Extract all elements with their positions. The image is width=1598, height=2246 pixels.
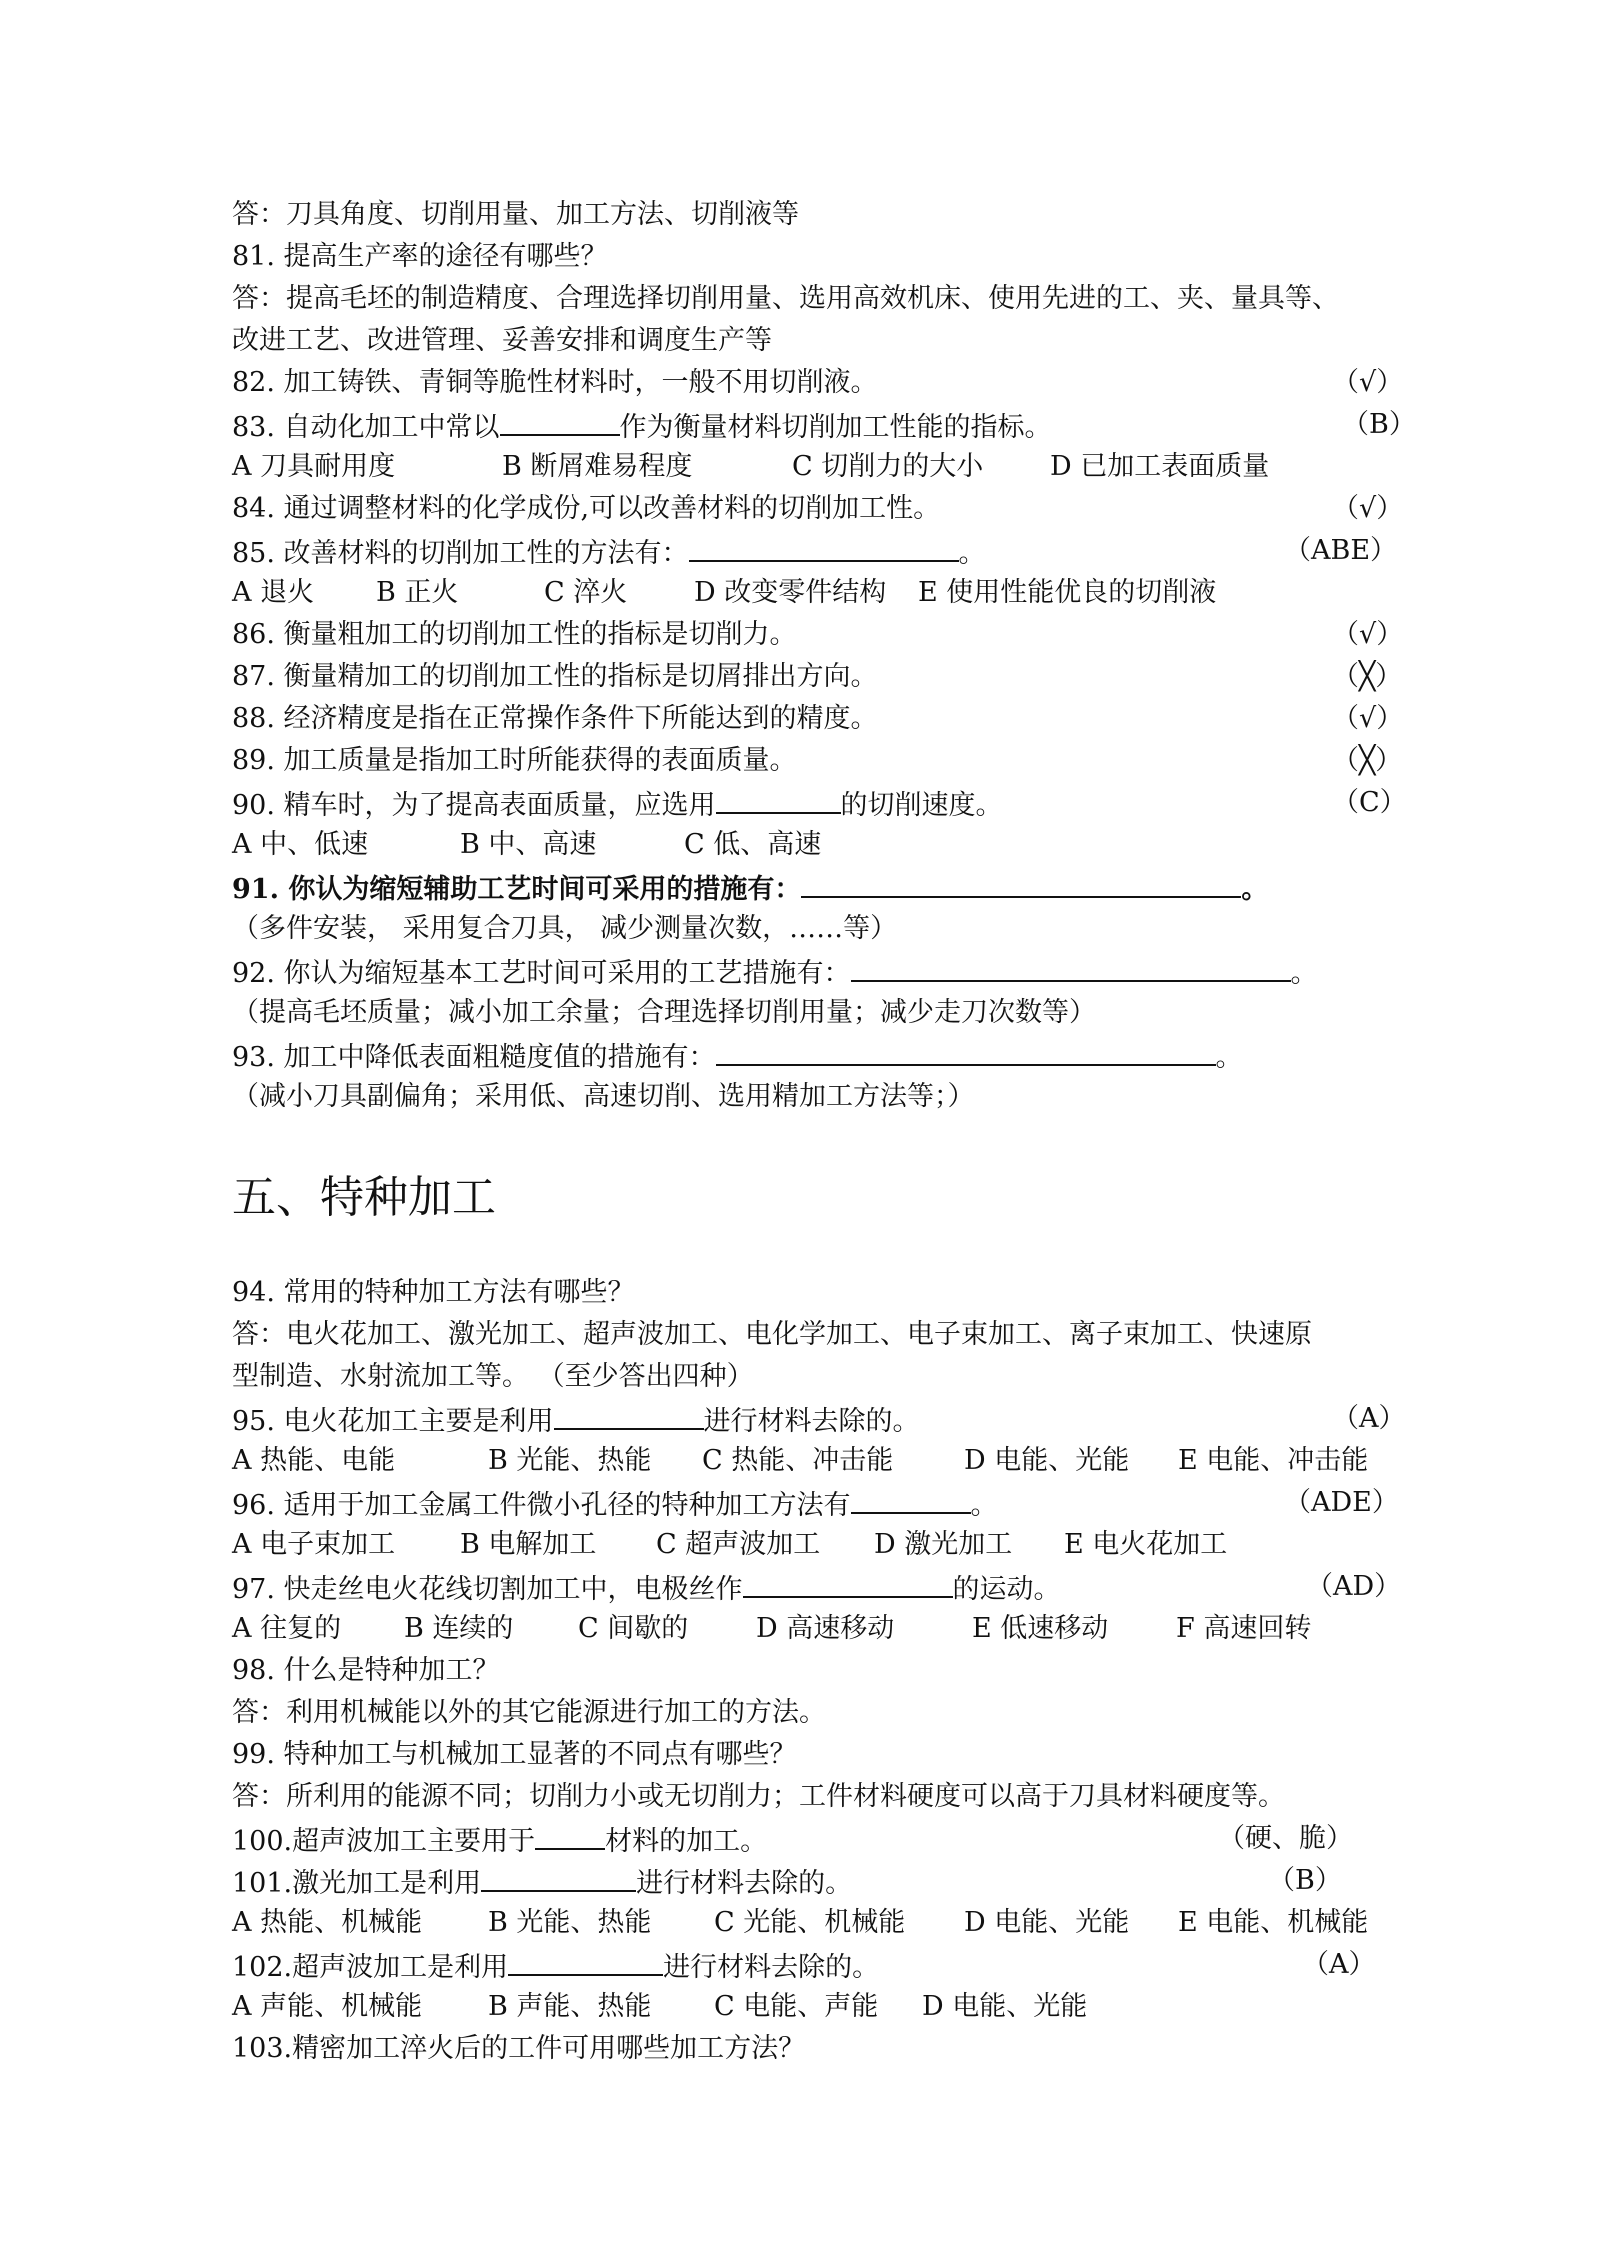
question-text: 的运动。 (952, 1574, 1061, 1605)
answer-mark: （B） (1268, 1865, 1342, 1896)
question-text: 的切削速度。 (840, 790, 1003, 821)
question-102 (232, 1944, 1382, 1986)
options-101 (232, 1902, 1382, 1944)
question-text: 82. 加工铸铁、青铜等脆性材料时，一般不用切削液。 (232, 367, 878, 398)
fill-blank (716, 782, 841, 814)
option-b: B 中、高速 (460, 829, 597, 860)
options-97 (232, 1608, 1382, 1650)
question-text: 84. 通过调整材料的化学成份,可以改善材料的切削加工性。 (232, 493, 941, 524)
question-text: 97. 快走丝电火花线切割加工中，电极丝作 (232, 1574, 743, 1605)
answer-81-line1: 答：提高毛坯的制造精度、合理选择切削用量、选用高效机床、使用先进的工、夹、量具等、 (232, 283, 1339, 314)
question-100 (232, 1818, 1382, 1860)
answer-91: （多件安装， 采用复合刀具， 减少测量次数，……等） (232, 913, 898, 944)
option-a: A 往复的 (232, 1613, 342, 1644)
question-text: 93. 加工中降低表面粗糙度值的措施有： (232, 1042, 716, 1073)
question-83 (232, 404, 1416, 446)
question-text: 101.激光加工是利用 (232, 1868, 482, 1899)
question-text: 92. 你认为缩短基本工艺时间可采用的工艺措施有： (232, 958, 851, 989)
answer-mark: （AD） (1306, 1571, 1402, 1602)
option-d: D 改变零件结构 (694, 577, 887, 608)
option-a: A 刀具耐用度 (232, 451, 396, 482)
option-b: B 电解加工 (460, 1529, 597, 1560)
question-text: 95. 电火花加工主要是利用 (232, 1406, 554, 1437)
option-e: E 使用性能优良的切削液 (918, 577, 1217, 608)
answer-94-line1: 答：电火花加工、激光加工、超声波加工、电化学加工、电子束加工、离子束加工、快速原 (232, 1319, 1312, 1350)
option-c: C 电能、声能 (714, 1991, 879, 2022)
option-c: C 光能、机械能 (714, 1907, 906, 1938)
answer-mark: （√） (1332, 367, 1404, 398)
fill-blank (535, 1818, 605, 1850)
section-heading: 五、特种加工 (232, 1172, 496, 1223)
option-b: B 断屑难易程度 (502, 451, 693, 482)
question-text: 85. 改善材料的切削加工性的方法有： (232, 538, 689, 569)
option-e: E 电能、冲击能 (1178, 1445, 1369, 1476)
question-96 (232, 1482, 1399, 1524)
option-b: B 光能、热能 (488, 1445, 652, 1476)
answer-mark: （C） (1332, 787, 1407, 818)
question-103: 103.精密加工淬火后的工件可用哪些加工方法？ (232, 2033, 806, 2064)
question-text: 。 (1215, 1042, 1243, 1073)
answer-94-line2: 型制造、水射流加工等。 （至少答出四种） (232, 1361, 754, 1392)
answer-98: 答：利用机械能以外的其它能源进行加工的方法。 (232, 1697, 826, 1728)
question-text: 87. 衡量精加工的切削加工性的指标是切屑排出方向。 (232, 661, 878, 692)
answer-mark: （ADE） (1284, 1487, 1399, 1518)
question-89 (232, 740, 1403, 782)
option-a: A 退火 (232, 577, 315, 608)
option-a: A 热能、机械能 (232, 1907, 423, 1938)
answer-80: 答：刀具角度、切削用量、加工方法、切削液等 (232, 199, 799, 230)
question-98: 98. 什么是特种加工？ (232, 1655, 500, 1686)
options-95 (232, 1440, 1382, 1482)
answer-mark: （√） (1332, 703, 1404, 734)
answer-mark: （A） (1302, 1949, 1376, 1980)
answer-mark: （硬、脆） (1218, 1823, 1353, 1854)
question-text: 。 (958, 538, 986, 569)
question-82 (232, 362, 1404, 404)
options-90 (232, 824, 1382, 866)
answer-93: （减小刀具副偏角；采用低、高速切削、选用精加工方法等；） (232, 1081, 975, 1112)
option-e: E 电火花加工 (1064, 1529, 1228, 1560)
option-d: D 激光加工 (874, 1529, 1013, 1560)
question-85 (232, 530, 1398, 572)
answer-81-line2: 改进工艺、改进管理、妥善安排和调度生产等 (232, 325, 772, 356)
answer-mark: （√） (1332, 619, 1404, 650)
question-text: 作为衡量材料切削加工性能的指标。 (619, 412, 1052, 443)
answer-mark: （B） (1342, 409, 1416, 440)
answer-99: 答：所利用的能源不同；切削力小或无切削力；工件材料硬度可以高于刀具材料硬度等。 (232, 1781, 1285, 1812)
option-f: F 高速回转 (1176, 1613, 1312, 1644)
question-text: 83. 自动化加工中常以 (232, 412, 500, 443)
option-a: A 声能、机械能 (232, 1991, 423, 2022)
option-d: D 电能、光能 (964, 1445, 1130, 1476)
question-91 (232, 866, 1382, 908)
fill-blank (554, 1398, 704, 1430)
option-a: A 电子束加工 (232, 1529, 396, 1560)
answer-mark: （╳） (1332, 661, 1403, 692)
question-92 (232, 950, 1382, 992)
option-b: B 声能、热能 (488, 1991, 652, 2022)
options-85 (232, 572, 1382, 614)
option-c: C 低、高速 (684, 829, 822, 860)
option-e: E 低速移动 (972, 1613, 1109, 1644)
options-83 (232, 446, 1382, 488)
options-102 (232, 1986, 1382, 2028)
question-text: 。 (1290, 958, 1318, 989)
question-text: 88. 经济精度是指在正常操作条件下所能达到的精度。 (232, 703, 878, 734)
question-81: 81. 提高生产率的途径有哪些？ (232, 241, 608, 272)
option-a: A 中、低速 (232, 829, 369, 860)
option-b: B 正火 (376, 577, 459, 608)
question-text: 86. 衡量粗加工的切削加工性的指标是切削力。 (232, 619, 797, 650)
question-text: 材料的加工。 (605, 1826, 768, 1857)
question-text: 进行材料去除的。 (636, 1868, 853, 1899)
question-101 (232, 1860, 1382, 1902)
option-d: D 电能、光能 (922, 1991, 1088, 2022)
question-text: 100.超声波加工主要用于 (232, 1826, 536, 1857)
answer-mark: （ABE） (1284, 535, 1398, 566)
option-b: B 连续的 (404, 1613, 514, 1644)
question-text: 。 (970, 1490, 998, 1521)
question-text: 90. 精车时，为了提高表面质量，应选用 (232, 790, 716, 821)
option-b: B 光能、热能 (488, 1907, 652, 1938)
options-96 (232, 1524, 1382, 1566)
fill-blank (481, 1860, 636, 1892)
question-94: 94. 常用的特种加工方法有哪些？ (232, 1277, 635, 1308)
question-95 (232, 1398, 1406, 1440)
option-c: C 间歇的 (578, 1613, 689, 1644)
answer-92: （提高毛坯质量；减小加工余量；合理选择切削用量；减少走刀次数等） (232, 997, 1096, 1028)
question-97 (232, 1566, 1402, 1608)
fill-blank (508, 1944, 663, 1976)
question-86 (232, 614, 1404, 656)
question-text: 102.超声波加工是利用 (232, 1952, 509, 1983)
question-text: 89. 加工质量是指加工时所能获得的表面质量。 (232, 745, 797, 776)
option-c: C 热能、冲击能 (702, 1445, 894, 1476)
question-text: 进行材料去除的。 (703, 1406, 920, 1437)
question-text: 进行材料去除的。 (663, 1952, 880, 1983)
answer-mark: （A） (1332, 1403, 1406, 1434)
fill-blank (716, 1034, 1216, 1066)
fill-blank (851, 1482, 971, 1514)
fill-blank (801, 866, 1241, 898)
option-c: C 超声波加工 (656, 1529, 821, 1560)
question-90 (232, 782, 1407, 824)
question-99: 99. 特种加工与机械加工显著的不同点有哪些？ (232, 1739, 797, 1770)
option-a: A 热能、电能 (232, 1445, 396, 1476)
question-text: 。 (1241, 874, 1269, 905)
question-87 (232, 656, 1403, 698)
fill-blank (500, 404, 620, 436)
option-d: D 电能、光能 (964, 1907, 1130, 1938)
answer-mark: （╳） (1332, 745, 1403, 776)
question-text: 96. 适用于加工金属工件微小孔径的特种加工方法有 (232, 1490, 851, 1521)
question-84 (232, 488, 1404, 530)
answer-mark: （√） (1332, 493, 1404, 524)
fill-blank (743, 1566, 953, 1598)
option-d: D 已加工表面质量 (1050, 451, 1270, 482)
option-d: D 高速移动 (756, 1613, 895, 1644)
fill-blank (851, 950, 1291, 982)
question-93 (232, 1034, 1382, 1076)
option-c: C 切削力的大小 (792, 451, 984, 482)
question-88 (232, 698, 1404, 740)
option-e: E 电能、机械能 (1178, 1907, 1369, 1938)
option-c: C 淬火 (544, 577, 628, 608)
fill-blank (689, 530, 959, 562)
question-text: 91. 你认为缩短辅助工艺时间可采用的措施有： (232, 874, 802, 905)
